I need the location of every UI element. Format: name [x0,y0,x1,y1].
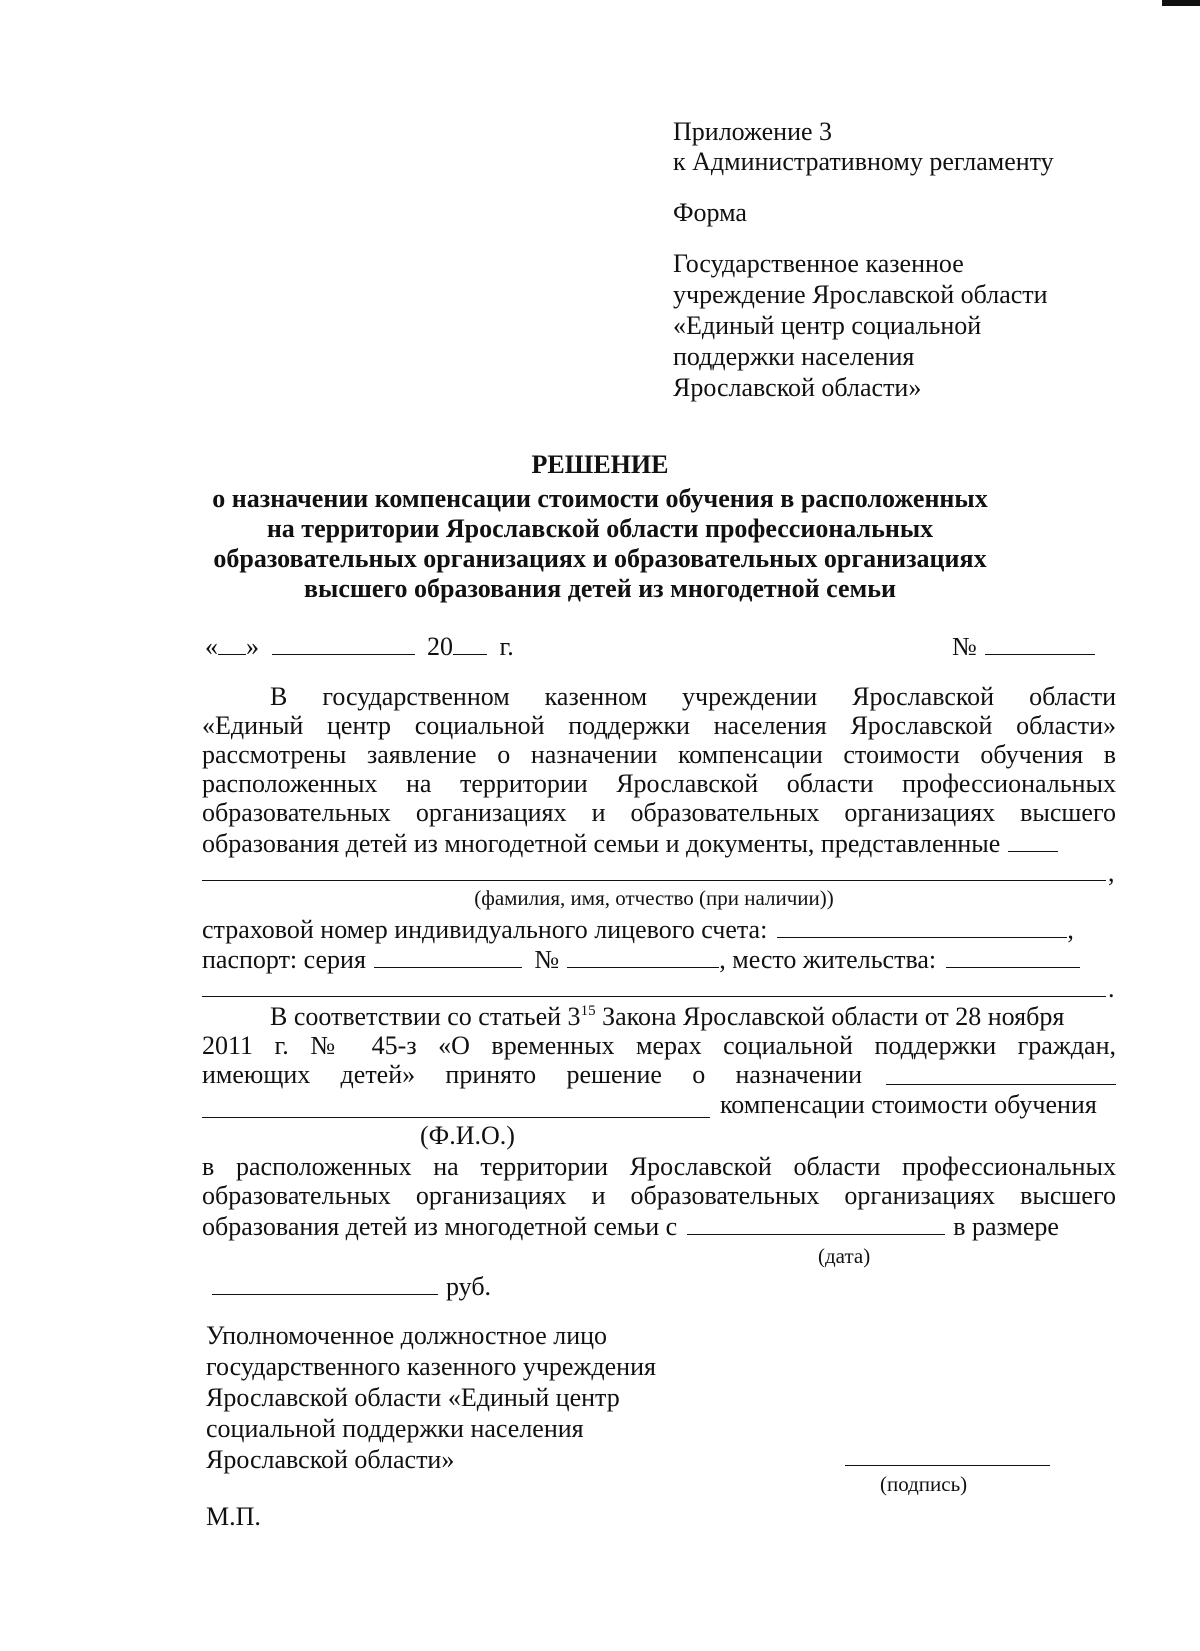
snils-comma: , [1067,915,1074,944]
quote-open: « [205,632,218,661]
para2-text: Закона Ярославской области от 28 ноября [595,1002,1065,1031]
stamp-label: М.П. [206,1502,261,1531]
year-blank [453,630,487,655]
snils-label: страховой номер индивидуального лицевого счета: [202,915,768,944]
date-caption: (дата) [818,1244,871,1268]
org-line: поддержки населения [673,342,915,371]
para2-line3: имеющих детей» принято решение о назначении [202,1060,862,1089]
signatory-line: государственного казенного учреждения [206,1352,656,1381]
snils-blank [777,913,1067,938]
para2-line2: 2011 г. № 45-з «О временных мерах социальной поддержки граждан, [202,1031,1116,1060]
para1-line: В государственном казенном учреждении Ярославской области [270,682,1116,711]
passport-row [202,943,1080,974]
address-period: . [1108,974,1115,1003]
applicant-blank [1008,827,1058,852]
snils-row [202,913,1074,944]
title-sub-line: высшего образования детей из многодетной семьи [304,574,896,603]
para3-text: в размере [953,1212,1059,1241]
rub-label: руб. [446,1272,492,1301]
org-line: «Единый центр социальной [673,311,982,340]
fio-short-blank-line [202,1117,710,1118]
fio-blank-line [202,880,1106,881]
para2-line4: компенсации стоимости обучения [720,1090,1097,1119]
scan-corner-mark [1162,0,1200,6]
passport-series-blank [374,943,522,968]
signatory-line: социальной поддержки населения [206,1414,584,1443]
residence-label: , место жительства: [719,945,937,974]
recipient-blank-line [886,1084,1116,1085]
para1-line: расположенных на территории Ярославской области профессиональных [202,769,1116,798]
day-blank [218,630,246,655]
para1-last-line [202,827,1058,858]
year-prefix: 20 [427,632,453,661]
org-line: Государственное казенное [673,249,964,278]
signature-caption: (подпись) [880,1472,968,1496]
form-label: Форма [673,198,747,227]
amount-row [212,1270,491,1301]
para1-line: образования детей из многодетной семьи и документы, представленные [202,829,1001,858]
number-blank [985,630,1095,655]
signatory-line: Ярославской области» [206,1445,455,1474]
fio-short-caption: (Ф.И.О.) [420,1121,515,1150]
para3-text: образования детей из многодетной семьи с [202,1212,678,1241]
passport-series-label: паспорт: серия [202,945,366,974]
signatory-line: Ярославской области «Единый центр [206,1383,620,1412]
year-suffix: г. [499,632,514,661]
title-sub-line: на территории Ярославской области профессиональных [266,514,934,543]
para2-text: В соответствии со статьей 3 [270,1002,581,1031]
fio-caption: (фамилия, имя, отчество (при наличии)) [474,886,834,910]
org-line: учреждение Ярославской области [673,280,1048,309]
date-field [205,630,514,661]
passport-number-label: № [534,945,560,974]
appendix-line2: к Административному регламенту [673,147,1054,176]
number-sign: № [952,632,977,661]
month-blank [272,630,415,655]
para1-line: рассмотрены заявление о назначении компенсации стоимости обучения в [202,740,1116,769]
start-date-blank [687,1210,945,1235]
signatory-line: Уполномоченное должностное лицо [206,1321,608,1350]
para3-line: в расположенных на территории Ярославской области профессиональных [202,1152,1116,1181]
org-line: Ярославской области» [673,373,922,402]
article-superscript: 15 [580,1003,596,1019]
number-field [952,630,1095,661]
para1-line: образовательных организациях и образовательных организациях высшего [202,798,1116,827]
passport-number-blank [567,943,719,968]
title-sub-line: о назначении компенсации стоимости обучения в расположенных [212,484,988,513]
para3-line: образовательных организациях и образовательных организациях высшего [202,1181,1116,1210]
quote-close: » [246,632,259,661]
para2-line1 [270,1002,1064,1031]
residence-blank [946,943,1080,968]
fio-comma: , [1108,858,1115,887]
para1-line: «Единый центр социальной поддержки населения Ярославской области» [202,711,1116,740]
para3-last-line [202,1210,1059,1241]
appendix-line1: Приложение 3 [673,117,833,146]
signature-blank-line [845,1465,1050,1466]
amount-blank [212,1270,438,1295]
address-blank-line [202,996,1106,997]
document-title: РЕШЕНИЕ [531,450,669,479]
title-sub-line: образовательных организациях и образовательных организациях [213,544,987,573]
